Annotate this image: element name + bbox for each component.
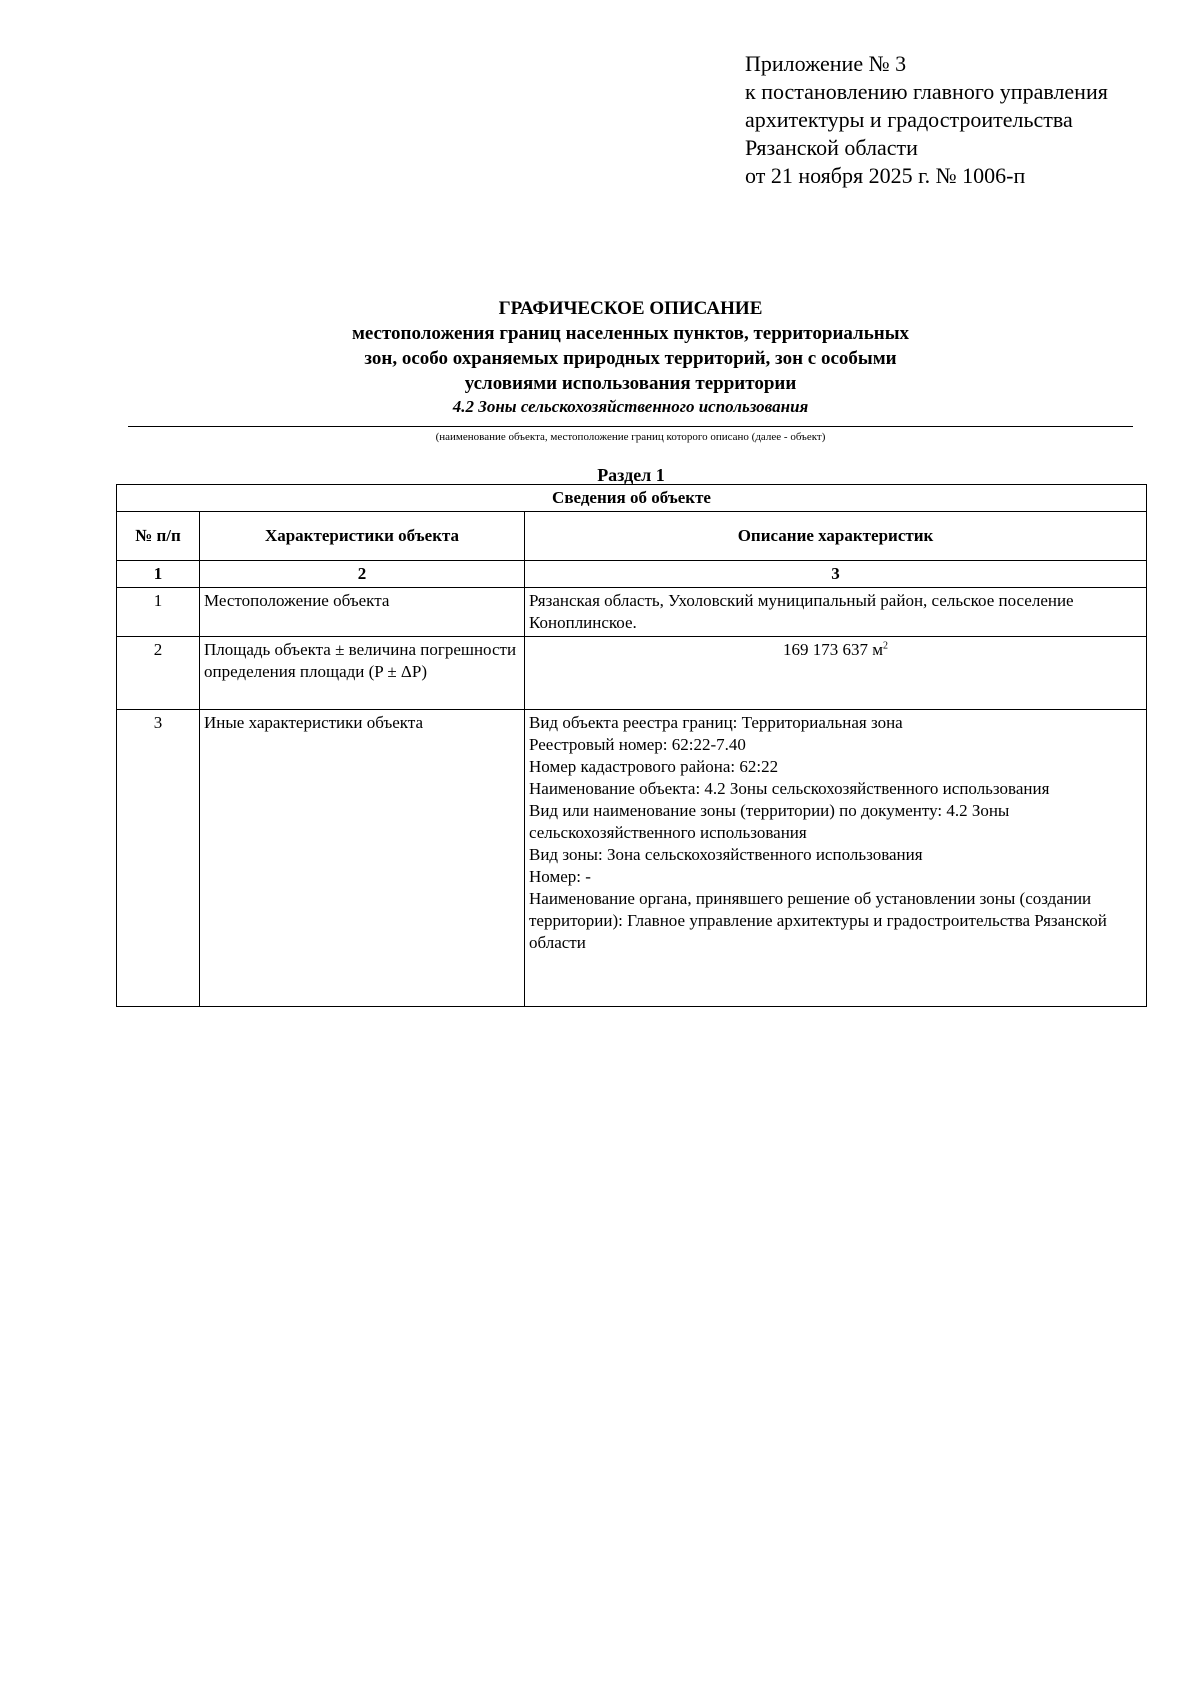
- column-number: 3: [525, 561, 1147, 588]
- annex-line: к постановлению главного управления: [745, 79, 1108, 104]
- column-number: 2: [200, 561, 525, 588]
- table-row: [117, 588, 1147, 637]
- row-characteristic: Площадь объекта ± величина погрешности определения площади (P ± ΔP): [200, 637, 525, 710]
- annex-line: Рязанской области: [745, 135, 918, 160]
- description-paragraph: Вид зоны: Зона сельскохозяйственного использования: [529, 845, 923, 864]
- header-description: Описание характеристик: [525, 512, 1147, 561]
- description-paragraph: Наименование органа, принявшего решение об установлении зоны (создании территории): Главное управление архитектуры и градостроительства Рязанской области: [529, 889, 1107, 952]
- description-paragraph: Наименование объекта: 4.2 Зоны сельскохозяйственного использования: [529, 779, 1050, 798]
- document-title-block: [128, 296, 1133, 418]
- row-description: [525, 710, 1147, 1007]
- row-characteristic: Местоположение объекта: [200, 588, 525, 637]
- description-paragraph: Вид или наименование зоны (территории) по документу: 4.2 Зоны сельскохозяйственного использования: [529, 801, 1010, 842]
- row-characteristic: Иные характеристики объекта: [200, 710, 525, 1007]
- description-paragraph: Номер кадастрового района: 62:22: [529, 757, 779, 776]
- annex-line: от 21 ноября 2025 г. № 1006-п: [745, 163, 1026, 188]
- document-subtitle-line: условиями использования территории: [464, 373, 797, 394]
- table-caption: Сведения об объекте: [117, 485, 1147, 512]
- row-description: [525, 637, 1147, 710]
- header-characteristic: Характеристики объекта: [200, 512, 525, 561]
- object-name: 4.2 Зоны сельскохозяйственного использования: [452, 397, 809, 416]
- row-number: 1: [117, 588, 200, 637]
- row-description: Рязанская область, Ухоловский муниципальный район, сельское поселение Коноплинское.: [525, 588, 1147, 637]
- table-row: [117, 710, 1147, 1007]
- annex-line: Приложение № 3: [745, 51, 907, 76]
- header-num: № п/п: [117, 512, 200, 561]
- document-subtitle-line: местоположения границ населенных пунктов, территориальных: [351, 323, 910, 344]
- column-number: 1: [117, 561, 200, 588]
- annex-block: [745, 50, 1108, 190]
- document-subtitle-line: зон, особо охраняемых природных территорий, зон с особыми: [364, 348, 897, 369]
- annex-line: архитектуры и градостроительства: [745, 107, 1073, 132]
- row-number: 3: [117, 710, 200, 1007]
- document-title: ГРАФИЧЕСКОЕ ОПИСАНИЕ: [498, 298, 763, 319]
- area-unit-exponent: 2: [883, 640, 889, 652]
- table-row: [117, 637, 1147, 710]
- description-paragraph: Вид объекта реестра границ: Территориальная зона: [529, 713, 903, 732]
- area-value: 169 173 637 м: [783, 640, 884, 659]
- description-paragraph: Номер: -: [529, 867, 591, 886]
- object-name-underline: [128, 426, 1133, 427]
- row-number: 2: [117, 637, 200, 710]
- object-name-caption: (наименование объекта, местоположение границ которого описано (далее - объект): [435, 431, 826, 443]
- section-title: Раздел 1: [597, 465, 665, 485]
- description-paragraph: Реестровый номер: 62:22-7.40: [529, 735, 746, 754]
- object-info-table: [116, 484, 1147, 1007]
